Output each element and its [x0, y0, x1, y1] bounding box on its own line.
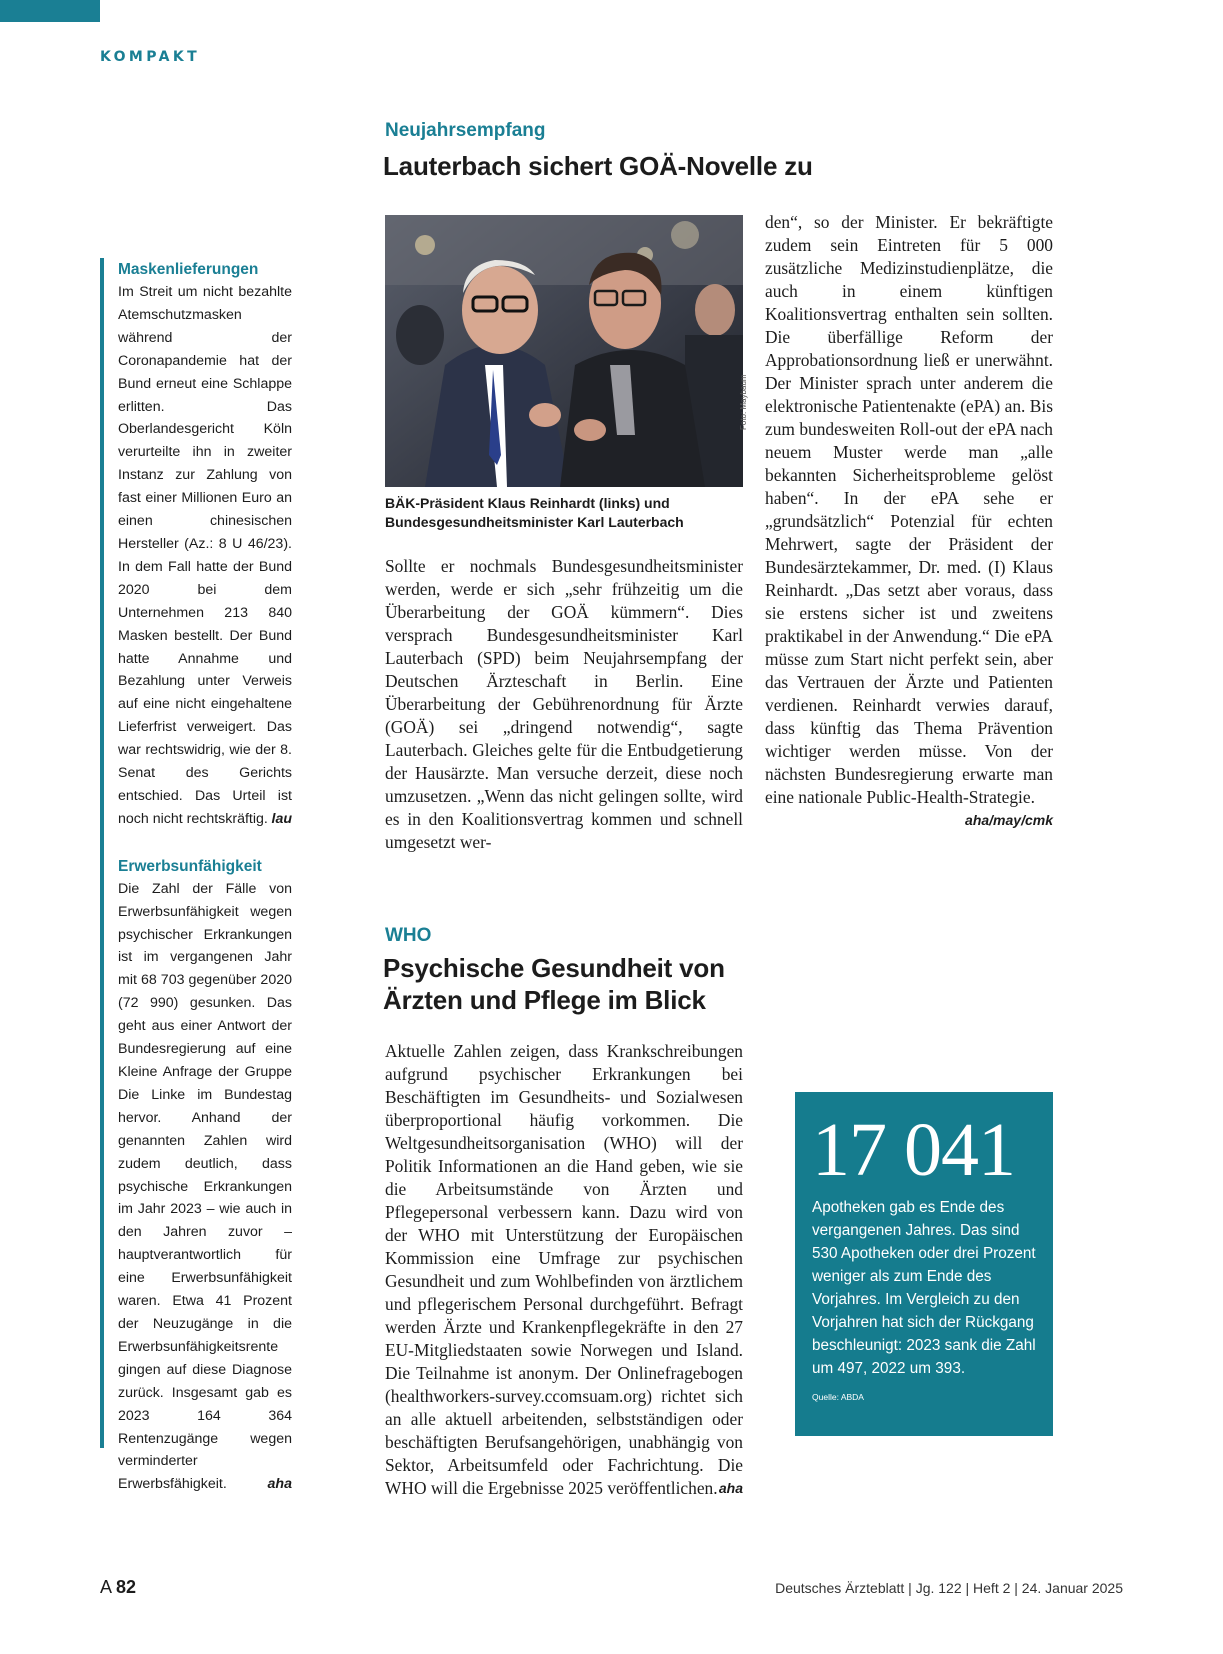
article2-author: aha — [718, 1480, 743, 1496]
article1-column2 — [765, 211, 1053, 832]
article2-text: Aktuelle Zahlen zeigen, dass Krankschreibungen aufgrund psychischer Erkrankungen bei Beschäftigten im Gesundheits- und Sozialwesen überproportional häufig vorkommen. Die Weltgesundheitsorganisation (WHO) will der Politik Informationen an die Hand geben, wie sie die Arbeitsumstände von Ärzten und Pflegepersonal verbessern kann. Dazu wird von der WHO mit Unterstützung der Europäischen Kommission eine Umfrage zur psychischen Gesundheit und zum Wohlbefinden von ärztlichem und pflegerischem Personal durchgeführt. Befragt werden Ärzte und Krankenpflegekräfte in den 27 EU-Mitgliedstaaten sowie Norwegen und Island. Die Teilnahme ist anonym. Der Onlinefragebogen (healthworkers-survey.ccomsuam.org) richtet sich an alle aktuell arbeitenden, selbstständigen oder beschäftigten Berufsangehörigen, unabhängig von Sektor, Arbeitsumfeld oder Fachrichtung. Die WHO will die Ergebnisse 2025 veröffentlichen. — [385, 1041, 743, 1498]
article2-headline-line1: Psychische Gesundheit von — [383, 953, 725, 983]
fact-source: Quelle: ABDA — [812, 1392, 864, 1402]
brief-title: Erwerbsunfähigkeit — [118, 857, 262, 875]
article2-kicker: WHO — [385, 925, 432, 946]
brief-text — [118, 281, 292, 831]
article1-column1: Sollte er nochmals Bundesgesundheitsminister werden, werde er sich „sehr frühzeitig um die Überarbeitung der GOÄ kümmern“. Dies versprach Bundesgesundheitsminister Karl Lauterbach (SPD) beim Neujahrsempfang der Deutschen Ärzteschaft in Berlin. Eine Überarbeitung der Gebührenordnung für Ärzte (GOÄ) sei „dringend notwendig“, sagte Lauterbach. Gleiches gelte für die Entbudgetierung der Hausärzte. Man versuche derzeit, diese noch umzusetzen. „Wenn das nicht gelingen sollte, wird es in den Koalitionsvertrag kommen und schnell umgesetzt wer- — [385, 556, 743, 852]
page-number-value: 82 — [116, 1577, 137, 1597]
top-accent-bar — [0, 0, 100, 22]
sidebar-briefs — [100, 258, 292, 1493]
photo-credit: Foto: Maybaum — [739, 374, 748, 430]
journal-reference: Deutsches Ärzteblatt | Jg. 122 | Heft 2 | 24. Januar 2025 — [775, 1580, 1123, 1596]
brief-maskenlieferungen — [118, 258, 292, 831]
brief-erwerbsunfaehigkeit — [118, 855, 292, 1496]
article1-photo — [385, 215, 743, 487]
photo-illustration — [385, 215, 743, 487]
fact-box — [795, 1092, 1053, 1436]
article2-headline — [383, 952, 725, 1016]
article1-column2-text: den“, so der Minister. Er bekräftigte zudem sein Eintreten für 5 000 zusätzliche Medizinstudienplätze, die auch in einem künftigen Koalitionsvertrag enthalten sein sollten. Die überfällige Reform der Approbationsordnung ließ er unerwähnt. Der Minister sprach unter anderem die elektronische Patientenakte (ePA) an. Bis zum bundesweiten Roll-out der ePA nach neuem Muster werde man „alle bekannten Sicherheitsprobleme gelöst haben“. In der ePA sehe er „grundsätzlich“ Potenzial für echten Mehrwert, sagte der Präsident der Bundesärztekammer, Dr. med. (I) Klaus Reinhardt. „Das setzt aber voraus, dass sie erstens sicher ist und zweitens praktikabel in der Anwendung.“ Die ePA müsse zum Start nicht perfekt sein, aber das Vertrauen der Ärzte und Patienten verdienen. Reinhardt verwies darauf, dass künftig das Thema Prävention wichtiger werden müsse. Von der nächsten Bundesregierung erwarte man eine nationale Public-Health-Strategie. — [765, 212, 1053, 807]
article2-body — [385, 1040, 743, 1500]
brief-author: lau — [271, 810, 292, 827]
fact-number: 17 041 — [812, 1108, 1015, 1192]
article1-author: aha/may/cmk — [965, 812, 1053, 828]
brief-author: aha — [267, 1476, 292, 1493]
page-number — [100, 1577, 136, 1598]
brief-title: Maskenlieferungen — [118, 261, 259, 278]
article1-headline: Lauterbach sichert GOÄ-Novelle zu — [383, 151, 813, 181]
article2-headline-line2: Ärzten und Pflege im Blick — [383, 985, 706, 1015]
brief-body: Die Zahl der Fälle von Erwerbsunfähigkeit wegen psychischer Erkrankungen ist im vergangenen Jahr mit 68 703 gegenüber 2020 (72 990) gesunken. Das geht aus einer Antwort der Bundesregierung auf eine Kleine Anfrage der Gruppe Die Linke im Bundestag hervor. Anhand der genannten Zahlen wird zudem deutlich, dass psychische Erkrankungen im Jahr 2023 – wie auch in den Jahren zuvor – hauptverantwortlich für eine Erwerbsunfähigkeit waren. Etwa 41 Prozent der Neuzugänge in die Erwerbsunfähigkeitsrente gingen auf diese Diagnose zurück. Insgesamt gab es 2023 164 364 Rentenzugänge wegen verminderter Erwerbsfähigkeit. — [118, 880, 292, 1493]
photo-caption: BÄK-Präsident Klaus Reinhardt (links) und Bundesgesundheitsminister Karl Lauterbach — [385, 495, 684, 530]
article1-kicker: Neujahrsempfang — [385, 120, 546, 141]
fact-text: Apotheken gab es Ende des vergangenen Jahres. Das sind 530 Apotheken oder drei Prozent weniger als zum Ende des Vorjahres. Im Vergleich zu den Vorjahren hat sich der Rückgang beschleunigt: 2023 sank die Zahl um 497, 2022 um 393. — [812, 1199, 1036, 1377]
section-label: KOMPAKT — [100, 49, 201, 65]
brief-body: Im Streit um nicht bezahlte Atemschutzmasken während der Coronapandemie hat der Bund erneut eine Schlappe erlitten. Das Oberlandesgericht Köln verurteilte ihn in zweiter Instanz zur Zahlung von fast einer Millionen Euro an einen chinesischen Hersteller (Az.: 8 U 46/23). In dem Fall hatte der Bund 2020 bei dem Unternehmen 213 840 Masken bestellt. Der Bund hatte Annahme und Bezahlung unter Verweis auf eine nicht eingehaltene Lieferfrist verweigert. Das war rechtswidrig, wie der 8. Senat des Gerichts entschied. Das Urteil ist noch nicht rechtskräftig. — [118, 284, 292, 827]
page-prefix: A — [100, 1577, 112, 1597]
brief-text — [118, 878, 292, 1496]
